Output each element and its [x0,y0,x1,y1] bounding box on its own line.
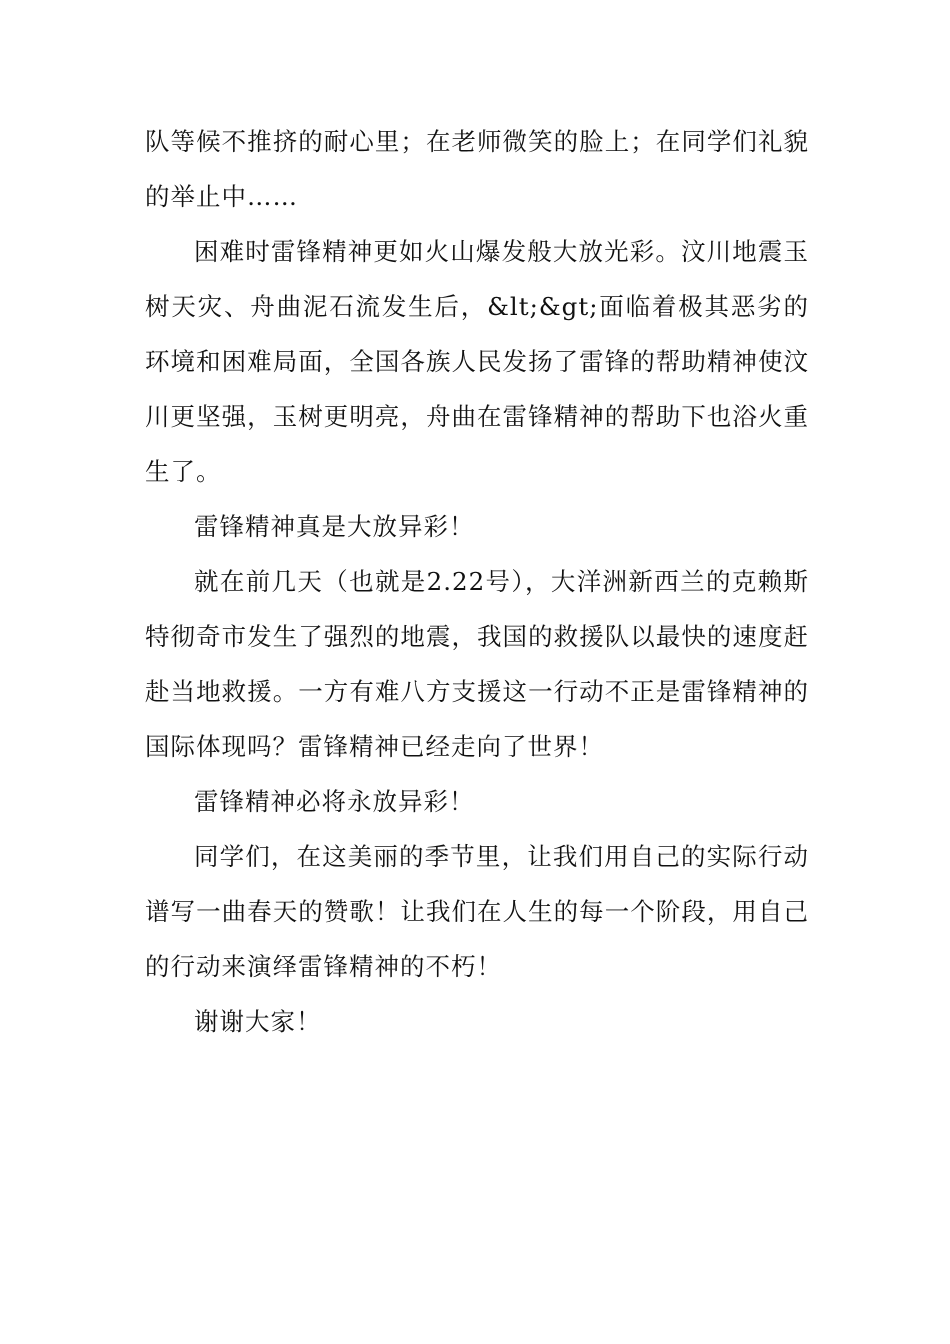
paragraph-new-zealand: 就在前几天（也就是2.22号），大洋洲新西兰的克赖斯特彻奇市发生了强烈的地震，我国的救援队以最快的速度赶赴当地救援。一方有难八方支援这一行动不正是雷锋精神的国际体现吗？雷锋精神已经走向了世界！ [145,567,809,761]
paragraph-continuation: 队等候不推挤的耐心里；在老师微笑的脸上；在同学们礼貌的举止中…… [145,127,809,211]
paragraph-call-to-action: 同学们，在这美丽的季节里，让我们用自己的实际行动谱写一曲春天的赞歌！让我们在人生的每一个阶段，用自己的行动来演绎雷锋精神的不朽！ [145,842,809,981]
document-body [145,114,809,1049]
paragraph-disaster-relief: 困难时雷锋精神更如火山爆发般大放光彩。汶川地震玉树天灾、舟曲泥石流发生后，&lt;&gt;面临着极其恶劣的环境和困难局面，全国各族人民发扬了雷锋的帮助精神使汶川更坚强，玉树更明亮，舟曲在雷锋精神的帮助下也浴火重生了。 [145,237,809,486]
paragraph-thanks: 谢谢大家！ [194,1007,322,1036]
paragraph-exclamation-1: 雷锋精神真是大放异彩！ [194,512,475,541]
paragraph-exclamation-2: 雷锋精神必将永放异彩！ [194,787,475,816]
